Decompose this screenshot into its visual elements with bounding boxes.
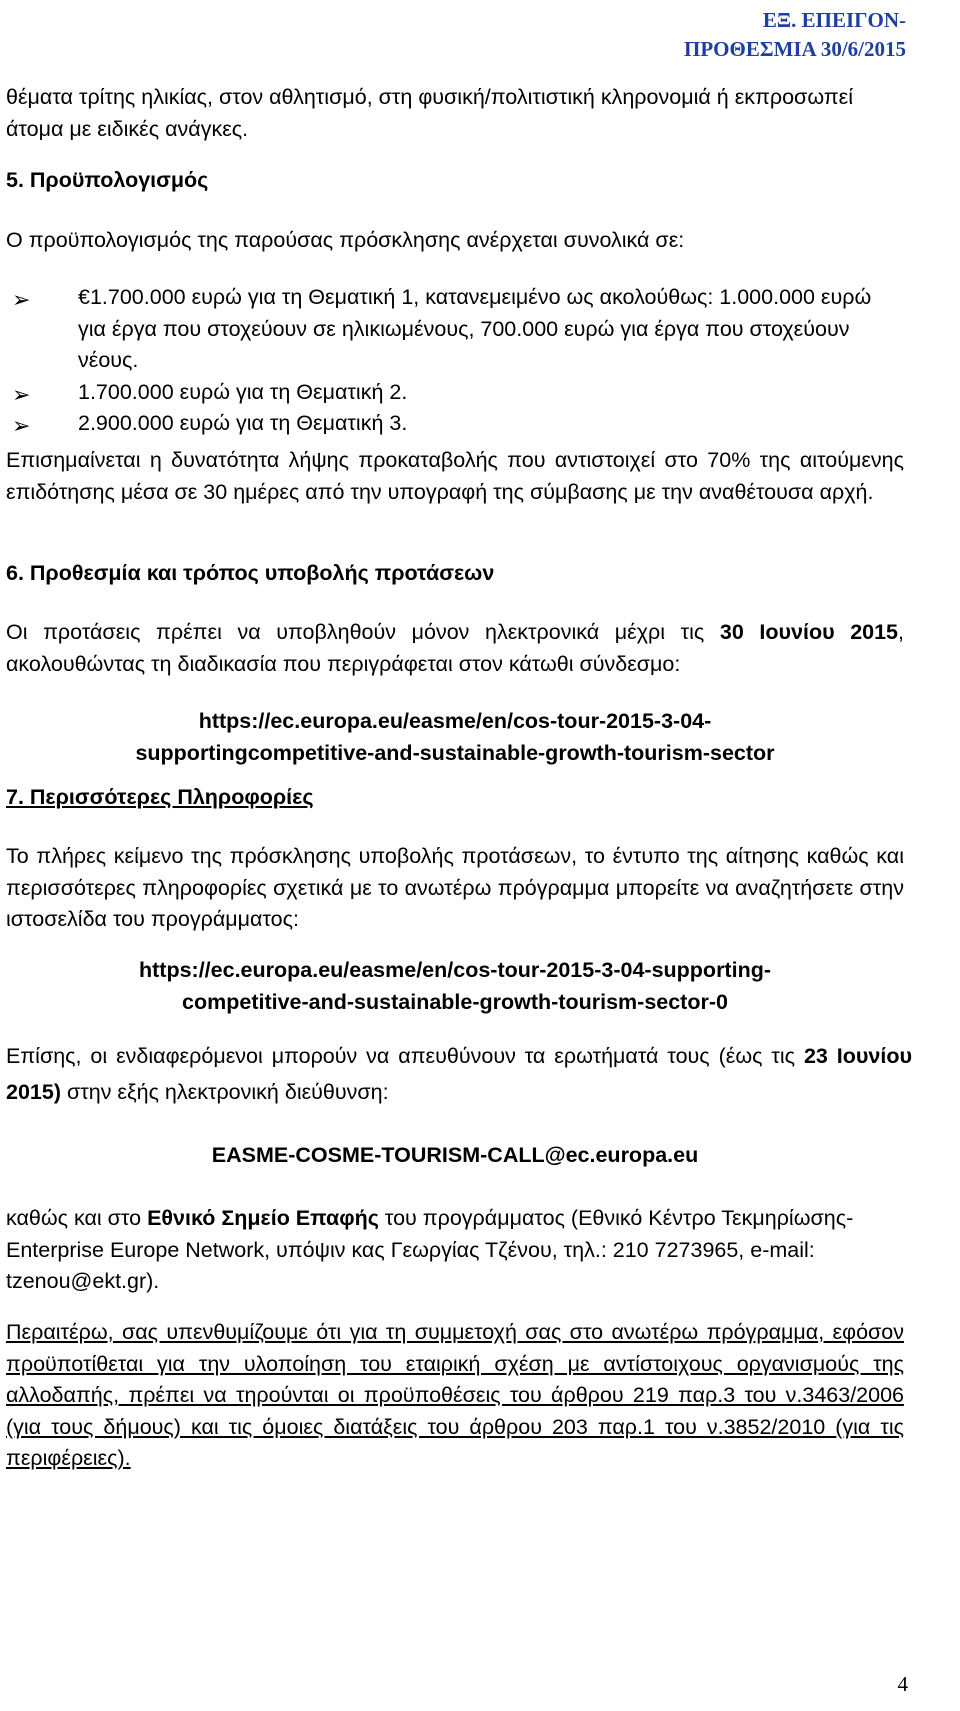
budget-list [6,282,904,440]
info-link[interactable] [6,955,904,1018]
contact-paragraph [6,1203,904,1298]
list-item [6,282,904,377]
submission-deadline: 30 Ιουνίου 2015 [719,620,899,644]
submission-text-after: , ακολουθώντας τη διαδικασία που περιγράφεται στον κάτωθι σύνδεσμο: [6,620,905,676]
advance-payment-note: Επισημαίνεται η δυνατότητα λήψης προκαταβολής που αντιστοιχεί στο 70% της αιτούμενης επιδότησης μέσα σε 30 ημέρες από την υπογραφή της σύμβασης με την αναθέτουσα αρχή. [6,448,904,504]
reminder-paragraph: Περαιτέρω, σας υπενθυμίζουμε ότι για τη συμμετοχή σας στο ανωτέρω πρόγραμμα, εφόσον προϋποτίθεται για την υλοποίηση του εταιρική σχέση με αντίστοιχους οργανισμούς της αλλοδαπής, πρέπει να τηρούνται οι προϋποθέσεις του άρθρου 219 παρ.3 του ν.3463/2006 (για τους δήμους) και τις όμοιες διατάξεις του άρθρου 203 παρ.1 του ν.3852/2010 (για τις περιφέρειες). [6,1320,904,1470]
info-paragraph: Το πλήρες κείμενο της πρόσκλησης υποβολής προτάσεων, το έντυπο της αίτησης καθώς και περισσότερες πληροφορίες σχετικά με το ανωτέρω πρόγραμμα μπορείτε να αναζητήσετε στην ιστοσελίδα του προγράμματος: [6,844,904,931]
info-link-line-1[interactable]: https://ec.europa.eu/easme/en/cos-tour-2015-3-04-supporting- [139,958,771,982]
questions-paragraph [6,1038,912,1110]
list-item-text: €1.700.000 ευρώ για τη Θεματική 1, κατανεμειμένο ως ακολούθως: 1.000.000 ευρώ για έργα που στοχεύουν σε ηλικιωμένους, 700.000 ευρώ για έργα που στοχεύουν νέους. [78,285,872,372]
intro-paragraph: θέματα τρίτης ηλικίας, στον αθλητισμό, στη φυσική/πολιτιστική κληρονομιά ή εκπροσωπεί άτομα με ειδικές ανάγκες. [6,85,854,141]
header-line-2: ΠΡΟΘΕΣΜΙΑ 30/6/2015 [684,37,906,61]
page-number: 4 [897,1672,908,1696]
submission-paragraph [6,617,904,680]
questions-deadline: 23 Ιουνίου 2015) [6,1044,912,1104]
list-item [6,377,904,409]
section-5-heading: 5. Προϋπολογισμός [6,168,209,192]
list-item-text: 1.700.000 ευρώ για τη Θεματική 2. [78,379,408,404]
submission-link-line-1[interactable]: https://ec.europa.eu/easme/en/cos-tour-2015-3-04- [198,709,712,733]
info-link-line-2[interactable]: competitive-and-sustainable-growth-tourism-sector-0 [182,989,728,1014]
submission-link[interactable] [6,706,904,769]
submission-text-before: Οι προτάσεις πρέπει να υποβληθούν μόνον ηλεκτρονικά μέχρι τις [6,620,720,644]
contact-text-before: καθώς και στο [6,1206,148,1230]
questions-text-after: στην εξής ηλεκτρονική διεύθυνση: [61,1080,389,1104]
questions-text-before: Επίσης, οι ενδιαφερόμενοι μπορούν να απευθύνουν τα ερωτήματά τους (έως τις [6,1044,804,1068]
contact-point-name: Εθνικό Σημείο Επαφής [147,1206,379,1230]
document-header [684,6,906,64]
section-7-heading: 7. Περισσότερες Πληροφορίες [6,785,314,809]
arrow-bullet-icon: ➢ [12,381,31,407]
contact-email[interactable]: EASME-COSME-TOURISM-CALL@ec.europa.eu [211,1143,699,1167]
list-item [6,408,904,440]
submission-link-line-2[interactable]: supportingcompetitive-and-sustainable-growth-tourism-sector [135,740,775,765]
section-6-heading: 6. Προθεσμία και τρόπος υποβολής προτάσεων [6,561,495,585]
arrow-bullet-icon: ➢ [12,413,31,438]
arrow-bullet-icon: ➢ [12,287,31,312]
header-line-1: ΕΞ. ΕΠΕΙΓΟΝ- [762,8,906,32]
contact-text-after: του προγράμματος (Εθνικό Κέντρο Τεκμηρίωσης- Enterprise Europe Network, υπόψιν κας Γεωργίας Τζένου, τηλ.: 210 7273965, e-mail: tzenou@ekt.gr). [6,1206,854,1293]
budget-lead: Ο προϋπολογισμός της παρούσας πρόσκλησης ανέρχεται συνολικά σε: [6,228,685,252]
list-item-text: 2.900.000 ευρώ για τη Θεματική 3. [78,411,408,435]
